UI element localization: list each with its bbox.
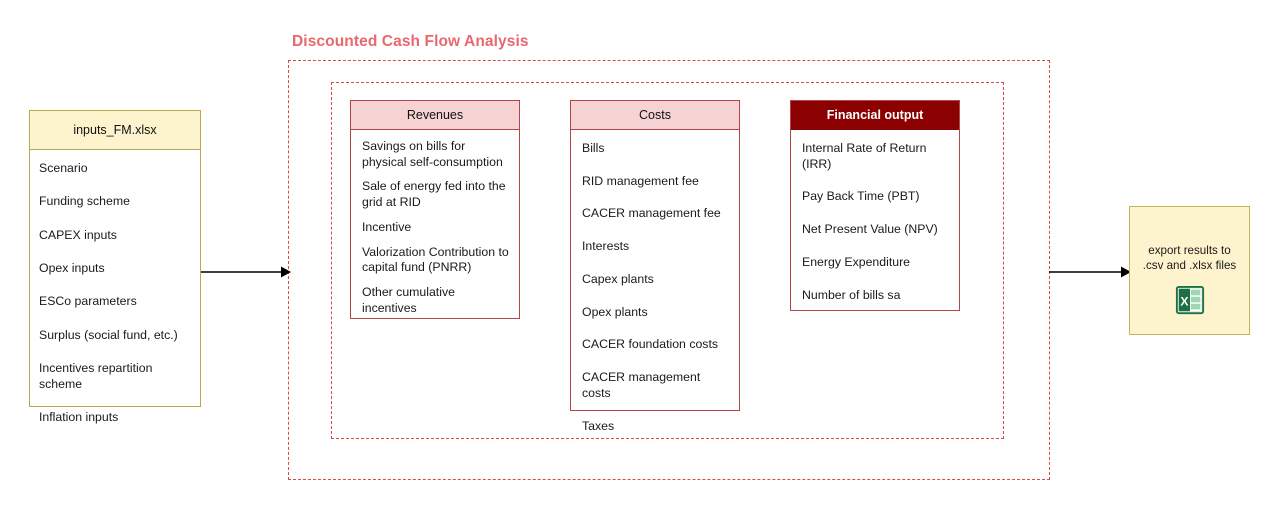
list-item: Incentive — [362, 219, 412, 234]
export-results-label: export results to .csv and .xlsx files — [1142, 244, 1237, 273]
financial-output-title: Financial output — [791, 101, 959, 130]
financial-output-card — [790, 100, 960, 311]
export-results-box — [1129, 206, 1250, 335]
list-item: Interests — [582, 239, 630, 254]
list-item: Pay Back Time (PBT) — [802, 189, 920, 204]
list-item: Net Present Value (NPV) — [802, 222, 938, 237]
list-item: Scenario — [39, 161, 88, 175]
list-item: Taxes — [582, 418, 615, 433]
revenues-title: Revenues — [351, 101, 519, 130]
list-item: ESCo parameters — [39, 294, 137, 309]
list-item: Surplus (social fund, etc.) — [39, 327, 178, 342]
list-item: Savings on bills for physical self-consumption — [362, 139, 503, 169]
financial-output-list — [791, 130, 959, 330]
revenues-list — [351, 130, 519, 336]
list-item: CACER management costs — [582, 370, 701, 400]
inputs-file-list — [30, 150, 200, 425]
page-title: Discounted Cash Flow Analysis — [292, 33, 529, 50]
list-item: Sale of energy fed into the grid at RID — [362, 179, 506, 210]
list-item: Capex plants — [582, 271, 654, 286]
costs-title: Costs — [571, 101, 739, 130]
inputs-file-title: inputs_FM.xlsx — [30, 111, 200, 150]
list-item: Number of bills sa — [802, 287, 901, 302]
list-item: Valorization Contribution to capital fund (PNRR) — [362, 244, 509, 275]
list-item: Energy Expenditure — [802, 254, 911, 269]
list-item: Other cumulative incentives — [362, 285, 455, 315]
list-item: CACER management fee — [582, 206, 721, 221]
svg-text:X: X — [1179, 294, 1188, 309]
revenues-card — [350, 100, 520, 319]
list-item: Opex plants — [582, 304, 648, 319]
list-item: CACER foundation costs — [582, 337, 719, 352]
costs-card — [570, 100, 740, 433]
arrow-dcf-to-export — [1049, 262, 1131, 282]
list-item: Opex inputs — [39, 261, 105, 276]
list-item: Funding scheme — [39, 194, 130, 209]
excel-file-icon — [1175, 285, 1205, 315]
list-item: Inflation inputs — [39, 409, 119, 424]
list-item: Bills — [582, 141, 605, 155]
arrow-inputs-to-dcf — [201, 262, 291, 282]
inputs-file-box — [29, 110, 201, 424]
list-item: Incentives repartition scheme — [39, 361, 153, 391]
list-item: Internal Rate of Return (IRR) — [802, 141, 927, 171]
list-item: CAPEX inputs — [39, 227, 117, 242]
costs-list — [571, 130, 739, 461]
list-item: RID management fee — [582, 173, 699, 188]
